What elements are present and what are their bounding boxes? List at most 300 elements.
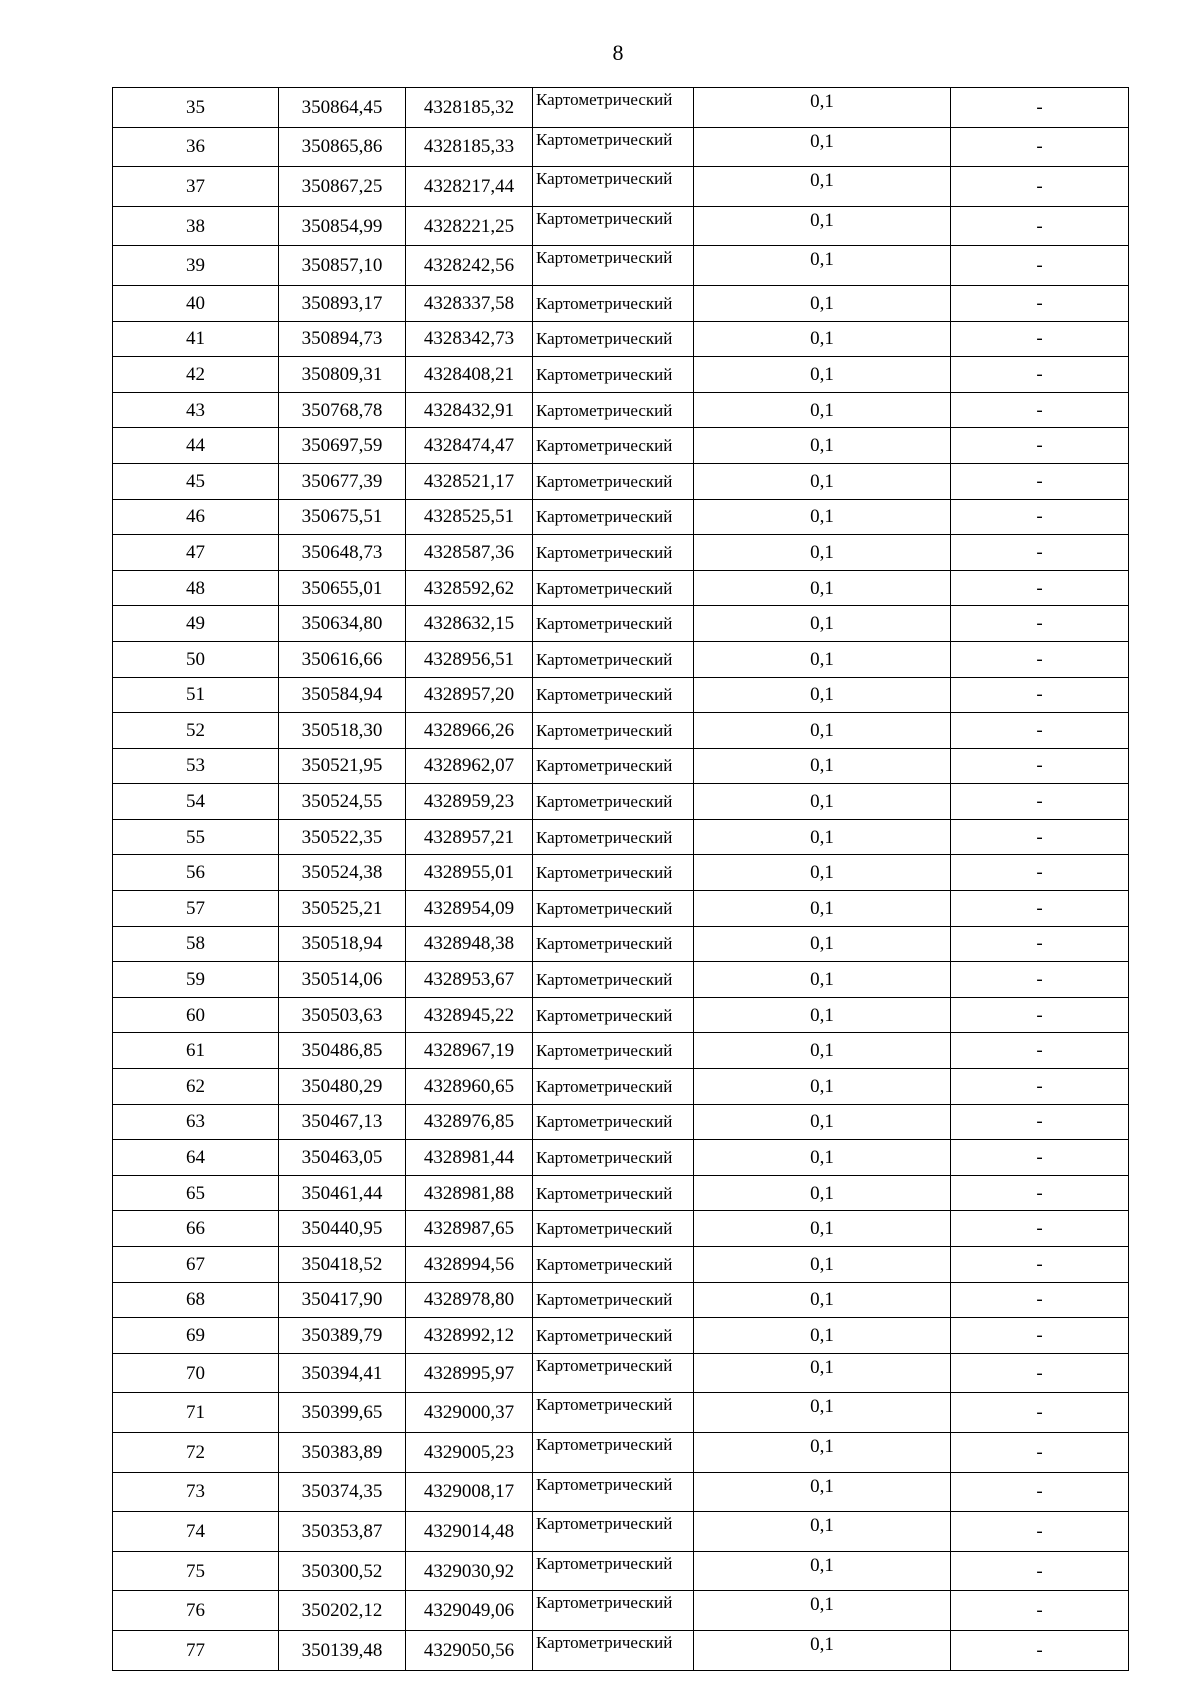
x-coordinate-cell: 350648,73 [279, 535, 406, 571]
x-coordinate-cell: 350418,52 [279, 1247, 406, 1283]
accuracy-cell: 0,1 [694, 784, 951, 820]
method-cell: Картометрический [533, 285, 694, 321]
table-row [113, 1104, 1129, 1140]
x-coordinate-cell: 350417,90 [279, 1282, 406, 1318]
table-row [113, 1247, 1129, 1283]
point-number-cell: 64 [113, 1140, 279, 1176]
y-coordinate-cell: 4328185,32 [406, 88, 533, 128]
x-coordinate-cell: 350486,85 [279, 1033, 406, 1069]
table-row [113, 1512, 1129, 1552]
table-row [113, 606, 1129, 642]
x-coordinate-cell: 350389,79 [279, 1318, 406, 1354]
method-cell: Картометрический [533, 641, 694, 677]
accuracy-cell: 0,1 [694, 1211, 951, 1247]
method-cell: Картометрический [533, 1353, 694, 1393]
y-coordinate-cell: 4328967,19 [406, 1033, 533, 1069]
y-coordinate-cell: 4329008,17 [406, 1472, 533, 1512]
x-coordinate-cell: 350353,87 [279, 1512, 406, 1552]
x-coordinate-cell: 350867,25 [279, 167, 406, 207]
y-coordinate-cell: 4328960,65 [406, 1069, 533, 1105]
y-coordinate-cell: 4328953,67 [406, 962, 533, 998]
accuracy-cell: 0,1 [694, 713, 951, 749]
method-cell: Картометрический [533, 570, 694, 606]
accuracy-cell: 0,1 [694, 1393, 951, 1433]
point-number-cell: 45 [113, 463, 279, 499]
accuracy-cell: 0,1 [694, 246, 951, 286]
point-number-cell: 41 [113, 321, 279, 357]
table-row [113, 321, 1129, 357]
description-cell: - [951, 1211, 1129, 1247]
y-coordinate-cell: 4328956,51 [406, 641, 533, 677]
accuracy-cell: 0,1 [694, 1282, 951, 1318]
x-coordinate-cell: 350440,95 [279, 1211, 406, 1247]
description-cell: - [951, 677, 1129, 713]
description-cell: - [951, 1551, 1129, 1591]
method-cell: Картометрический [533, 392, 694, 428]
point-number-cell: 48 [113, 570, 279, 606]
accuracy-cell: 0,1 [694, 392, 951, 428]
point-number-cell: 49 [113, 606, 279, 642]
x-coordinate-cell: 350865,86 [279, 127, 406, 167]
accuracy-cell: 0,1 [694, 463, 951, 499]
table-row [113, 1069, 1129, 1105]
method-cell: Картометрический [533, 1591, 694, 1631]
table-row [113, 819, 1129, 855]
table-row [113, 997, 1129, 1033]
x-coordinate-cell: 350518,30 [279, 713, 406, 749]
description-cell: - [951, 1069, 1129, 1105]
x-coordinate-cell: 350616,66 [279, 641, 406, 677]
table-row [113, 1630, 1129, 1670]
y-coordinate-cell: 4328981,44 [406, 1140, 533, 1176]
method-cell: Картометрический [533, 1551, 694, 1591]
description-cell: - [951, 926, 1129, 962]
table-row [113, 1591, 1129, 1631]
point-number-cell: 39 [113, 246, 279, 286]
point-number-cell: 69 [113, 1318, 279, 1354]
accuracy-cell: 0,1 [694, 1318, 951, 1354]
method-cell: Картометрический [533, 463, 694, 499]
description-cell: - [951, 641, 1129, 677]
y-coordinate-cell: 4328957,21 [406, 819, 533, 855]
table-row [113, 1140, 1129, 1176]
description-cell: - [951, 1512, 1129, 1552]
point-number-cell: 77 [113, 1630, 279, 1670]
description-cell: - [951, 167, 1129, 207]
point-number-cell: 73 [113, 1472, 279, 1512]
table-row [113, 962, 1129, 998]
method-cell: Картометрический [533, 321, 694, 357]
x-coordinate-cell: 350524,55 [279, 784, 406, 820]
table-row [113, 499, 1129, 535]
point-number-cell: 44 [113, 428, 279, 464]
y-coordinate-cell: 4328976,85 [406, 1104, 533, 1140]
accuracy-cell: 0,1 [694, 1472, 951, 1512]
accuracy-cell: 0,1 [694, 1104, 951, 1140]
x-coordinate-cell: 350854,99 [279, 206, 406, 246]
point-number-cell: 43 [113, 392, 279, 428]
x-coordinate-cell: 350524,38 [279, 855, 406, 891]
description-cell: - [951, 392, 1129, 428]
table-row [113, 855, 1129, 891]
method-cell: Картометрический [533, 1175, 694, 1211]
y-coordinate-cell: 4328955,01 [406, 855, 533, 891]
table-row [113, 1353, 1129, 1393]
description-cell: - [951, 463, 1129, 499]
x-coordinate-cell: 350857,10 [279, 246, 406, 286]
table-row [113, 246, 1129, 286]
point-number-cell: 46 [113, 499, 279, 535]
table-row [113, 1282, 1129, 1318]
accuracy-cell: 0,1 [694, 127, 951, 167]
method-cell: Картометрический [533, 1630, 694, 1670]
description-cell: - [951, 535, 1129, 571]
point-number-cell: 52 [113, 713, 279, 749]
method-cell: Картометрический [533, 88, 694, 128]
description-cell: - [951, 88, 1129, 128]
x-coordinate-cell: 350139,48 [279, 1630, 406, 1670]
method-cell: Картометрический [533, 499, 694, 535]
x-coordinate-cell: 350521,95 [279, 748, 406, 784]
table-row [113, 1472, 1129, 1512]
description-cell: - [951, 1432, 1129, 1472]
y-coordinate-cell: 4328337,58 [406, 285, 533, 321]
point-number-cell: 36 [113, 127, 279, 167]
accuracy-cell: 0,1 [694, 321, 951, 357]
point-number-cell: 35 [113, 88, 279, 128]
y-coordinate-cell: 4328992,12 [406, 1318, 533, 1354]
y-coordinate-cell: 4329014,48 [406, 1512, 533, 1552]
accuracy-cell: 0,1 [694, 1175, 951, 1211]
y-coordinate-cell: 4328962,07 [406, 748, 533, 784]
y-coordinate-cell: 4328185,33 [406, 127, 533, 167]
table-row [113, 285, 1129, 321]
method-cell: Картометрический [533, 784, 694, 820]
point-number-cell: 50 [113, 641, 279, 677]
y-coordinate-cell: 4329050,56 [406, 1630, 533, 1670]
method-cell: Картометрический [533, 1069, 694, 1105]
x-coordinate-cell: 350677,39 [279, 463, 406, 499]
point-number-cell: 75 [113, 1551, 279, 1591]
x-coordinate-cell: 350202,12 [279, 1591, 406, 1631]
description-cell: - [951, 713, 1129, 749]
method-cell: Картометрический [533, 1472, 694, 1512]
method-cell: Картометрический [533, 1247, 694, 1283]
description-cell: - [951, 748, 1129, 784]
accuracy-cell: 0,1 [694, 997, 951, 1033]
x-coordinate-cell: 350300,52 [279, 1551, 406, 1591]
method-cell: Картометрический [533, 926, 694, 962]
x-coordinate-cell: 350503,63 [279, 997, 406, 1033]
description-cell: - [951, 819, 1129, 855]
table-row [113, 641, 1129, 677]
accuracy-cell: 0,1 [694, 1630, 951, 1670]
accuracy-cell: 0,1 [694, 1591, 951, 1631]
point-number-cell: 53 [113, 748, 279, 784]
y-coordinate-cell: 4329005,23 [406, 1432, 533, 1472]
y-coordinate-cell: 4328948,38 [406, 926, 533, 962]
method-cell: Картометрический [533, 167, 694, 207]
method-cell: Картометрический [533, 206, 694, 246]
table-row [113, 748, 1129, 784]
y-coordinate-cell: 4328995,97 [406, 1353, 533, 1393]
accuracy-cell: 0,1 [694, 641, 951, 677]
accuracy-cell: 0,1 [694, 499, 951, 535]
method-cell: Картометрический [533, 962, 694, 998]
x-coordinate-cell: 350809,31 [279, 357, 406, 393]
x-coordinate-cell: 350864,45 [279, 88, 406, 128]
page-number: 8 [612, 40, 624, 65]
accuracy-cell: 0,1 [694, 1140, 951, 1176]
y-coordinate-cell: 4328945,22 [406, 997, 533, 1033]
description-cell: - [951, 1282, 1129, 1318]
point-number-cell: 71 [113, 1393, 279, 1433]
method-cell: Картометрический [533, 1033, 694, 1069]
point-number-cell: 61 [113, 1033, 279, 1069]
x-coordinate-cell: 350518,94 [279, 926, 406, 962]
accuracy-cell: 0,1 [694, 167, 951, 207]
method-cell: Картометрический [533, 713, 694, 749]
description-cell: - [951, 570, 1129, 606]
y-coordinate-cell: 4328966,26 [406, 713, 533, 749]
description-cell: - [951, 1591, 1129, 1631]
accuracy-cell: 0,1 [694, 206, 951, 246]
description-cell: - [951, 206, 1129, 246]
x-coordinate-cell: 350461,44 [279, 1175, 406, 1211]
point-number-cell: 58 [113, 926, 279, 962]
y-coordinate-cell: 4328525,51 [406, 499, 533, 535]
table-row [113, 535, 1129, 571]
x-coordinate-cell: 350894,73 [279, 321, 406, 357]
method-cell: Картометрический [533, 891, 694, 927]
point-number-cell: 59 [113, 962, 279, 998]
table-row [113, 926, 1129, 962]
x-coordinate-cell: 350522,35 [279, 819, 406, 855]
y-coordinate-cell: 4328978,80 [406, 1282, 533, 1318]
table-row [113, 88, 1129, 128]
point-number-cell: 70 [113, 1353, 279, 1393]
description-cell: - [951, 997, 1129, 1033]
method-cell: Картометрический [533, 1140, 694, 1176]
point-number-cell: 72 [113, 1432, 279, 1472]
coordinates-table-body [113, 88, 1129, 1671]
accuracy-cell: 0,1 [694, 535, 951, 571]
method-cell: Картометрический [533, 1211, 694, 1247]
point-number-cell: 56 [113, 855, 279, 891]
x-coordinate-cell: 350768,78 [279, 392, 406, 428]
method-cell: Картометрический [533, 246, 694, 286]
point-number-cell: 38 [113, 206, 279, 246]
point-number-cell: 37 [113, 167, 279, 207]
accuracy-cell: 0,1 [694, 606, 951, 642]
x-coordinate-cell: 350634,80 [279, 606, 406, 642]
method-cell: Картометрический [533, 677, 694, 713]
accuracy-cell: 0,1 [694, 428, 951, 464]
y-coordinate-cell: 4328592,62 [406, 570, 533, 606]
y-coordinate-cell: 4328521,17 [406, 463, 533, 499]
description-cell: - [951, 321, 1129, 357]
y-coordinate-cell: 4328994,56 [406, 1247, 533, 1283]
method-cell: Картометрический [533, 1318, 694, 1354]
method-cell: Картометрический [533, 819, 694, 855]
point-number-cell: 54 [113, 784, 279, 820]
point-number-cell: 63 [113, 1104, 279, 1140]
point-number-cell: 51 [113, 677, 279, 713]
description-cell: - [951, 606, 1129, 642]
table-row [113, 357, 1129, 393]
method-cell: Картометрический [533, 1282, 694, 1318]
method-cell: Картометрический [533, 1104, 694, 1140]
description-cell: - [951, 357, 1129, 393]
description-cell: - [951, 784, 1129, 820]
table-row [113, 1211, 1129, 1247]
y-coordinate-cell: 4328242,56 [406, 246, 533, 286]
accuracy-cell: 0,1 [694, 88, 951, 128]
accuracy-cell: 0,1 [694, 677, 951, 713]
y-coordinate-cell: 4328981,88 [406, 1175, 533, 1211]
y-coordinate-cell: 4328474,47 [406, 428, 533, 464]
point-number-cell: 67 [113, 1247, 279, 1283]
accuracy-cell: 0,1 [694, 357, 951, 393]
point-number-cell: 40 [113, 285, 279, 321]
x-coordinate-cell: 350480,29 [279, 1069, 406, 1105]
description-cell: - [951, 1353, 1129, 1393]
x-coordinate-cell: 350525,21 [279, 891, 406, 927]
accuracy-cell: 0,1 [694, 1432, 951, 1472]
table-row [113, 1175, 1129, 1211]
x-coordinate-cell: 350374,35 [279, 1472, 406, 1512]
method-cell: Картометрический [533, 1393, 694, 1433]
table-row [113, 392, 1129, 428]
description-cell: - [951, 1630, 1129, 1670]
y-coordinate-cell: 4328221,25 [406, 206, 533, 246]
method-cell: Картометрический [533, 357, 694, 393]
y-coordinate-cell: 4328432,91 [406, 392, 533, 428]
y-coordinate-cell: 4328954,09 [406, 891, 533, 927]
coordinates-table [112, 87, 1129, 1671]
table-row [113, 127, 1129, 167]
accuracy-cell: 0,1 [694, 1353, 951, 1393]
description-cell: - [951, 1175, 1129, 1211]
accuracy-cell: 0,1 [694, 855, 951, 891]
table-row [113, 784, 1129, 820]
accuracy-cell: 0,1 [694, 1551, 951, 1591]
description-cell: - [951, 127, 1129, 167]
y-coordinate-cell: 4328632,15 [406, 606, 533, 642]
table-row [113, 570, 1129, 606]
description-cell: - [951, 1247, 1129, 1283]
table-row [113, 1551, 1129, 1591]
method-cell: Картометрический [533, 855, 694, 891]
x-coordinate-cell: 350514,06 [279, 962, 406, 998]
description-cell: - [951, 246, 1129, 286]
x-coordinate-cell: 350399,65 [279, 1393, 406, 1433]
y-coordinate-cell: 4328217,44 [406, 167, 533, 207]
point-number-cell: 68 [113, 1282, 279, 1318]
y-coordinate-cell: 4328408,21 [406, 357, 533, 393]
point-number-cell: 74 [113, 1512, 279, 1552]
description-cell: - [951, 855, 1129, 891]
table-row [113, 1432, 1129, 1472]
description-cell: - [951, 1140, 1129, 1176]
table-row [113, 891, 1129, 927]
point-number-cell: 65 [113, 1175, 279, 1211]
x-coordinate-cell: 350893,17 [279, 285, 406, 321]
point-number-cell: 76 [113, 1591, 279, 1631]
description-cell: - [951, 1472, 1129, 1512]
method-cell: Картометрический [533, 535, 694, 571]
table-row [113, 713, 1129, 749]
x-coordinate-cell: 350467,13 [279, 1104, 406, 1140]
description-cell: - [951, 962, 1129, 998]
x-coordinate-cell: 350383,89 [279, 1432, 406, 1472]
accuracy-cell: 0,1 [694, 1033, 951, 1069]
point-number-cell: 42 [113, 357, 279, 393]
y-coordinate-cell: 4328987,65 [406, 1211, 533, 1247]
method-cell: Картометрический [533, 1512, 694, 1552]
table-row [113, 1393, 1129, 1433]
y-coordinate-cell: 4328587,36 [406, 535, 533, 571]
accuracy-cell: 0,1 [694, 285, 951, 321]
method-cell: Картометрический [533, 997, 694, 1033]
method-cell: Картометрический [533, 606, 694, 642]
accuracy-cell: 0,1 [694, 748, 951, 784]
method-cell: Картометрический [533, 127, 694, 167]
description-cell: - [951, 285, 1129, 321]
accuracy-cell: 0,1 [694, 819, 951, 855]
y-coordinate-cell: 4328959,23 [406, 784, 533, 820]
y-coordinate-cell: 4328957,20 [406, 677, 533, 713]
y-coordinate-cell: 4328342,73 [406, 321, 533, 357]
method-cell: Картометрический [533, 748, 694, 784]
accuracy-cell: 0,1 [694, 1247, 951, 1283]
description-cell: - [951, 891, 1129, 927]
point-number-cell: 47 [113, 535, 279, 571]
method-cell: Картометрический [533, 428, 694, 464]
y-coordinate-cell: 4329049,06 [406, 1591, 533, 1631]
accuracy-cell: 0,1 [694, 1512, 951, 1552]
point-number-cell: 66 [113, 1211, 279, 1247]
point-number-cell: 57 [113, 891, 279, 927]
x-coordinate-cell: 350675,51 [279, 499, 406, 535]
method-cell: Картометрический [533, 1432, 694, 1472]
point-number-cell: 60 [113, 997, 279, 1033]
accuracy-cell: 0,1 [694, 1069, 951, 1105]
x-coordinate-cell: 350697,59 [279, 428, 406, 464]
accuracy-cell: 0,1 [694, 570, 951, 606]
description-cell: - [951, 1104, 1129, 1140]
point-number-cell: 62 [113, 1069, 279, 1105]
x-coordinate-cell: 350655,01 [279, 570, 406, 606]
table-row [113, 428, 1129, 464]
y-coordinate-cell: 4329030,92 [406, 1551, 533, 1591]
table-row [113, 206, 1129, 246]
description-cell: - [951, 1393, 1129, 1433]
description-cell: - [951, 1033, 1129, 1069]
x-coordinate-cell: 350463,05 [279, 1140, 406, 1176]
accuracy-cell: 0,1 [694, 926, 951, 962]
table-row [113, 1318, 1129, 1354]
table-row [113, 463, 1129, 499]
y-coordinate-cell: 4329000,37 [406, 1393, 533, 1433]
point-number-cell: 55 [113, 819, 279, 855]
table-row [113, 167, 1129, 207]
description-cell: - [951, 499, 1129, 535]
accuracy-cell: 0,1 [694, 891, 951, 927]
table-row [113, 677, 1129, 713]
table-row [113, 1033, 1129, 1069]
accuracy-cell: 0,1 [694, 962, 951, 998]
